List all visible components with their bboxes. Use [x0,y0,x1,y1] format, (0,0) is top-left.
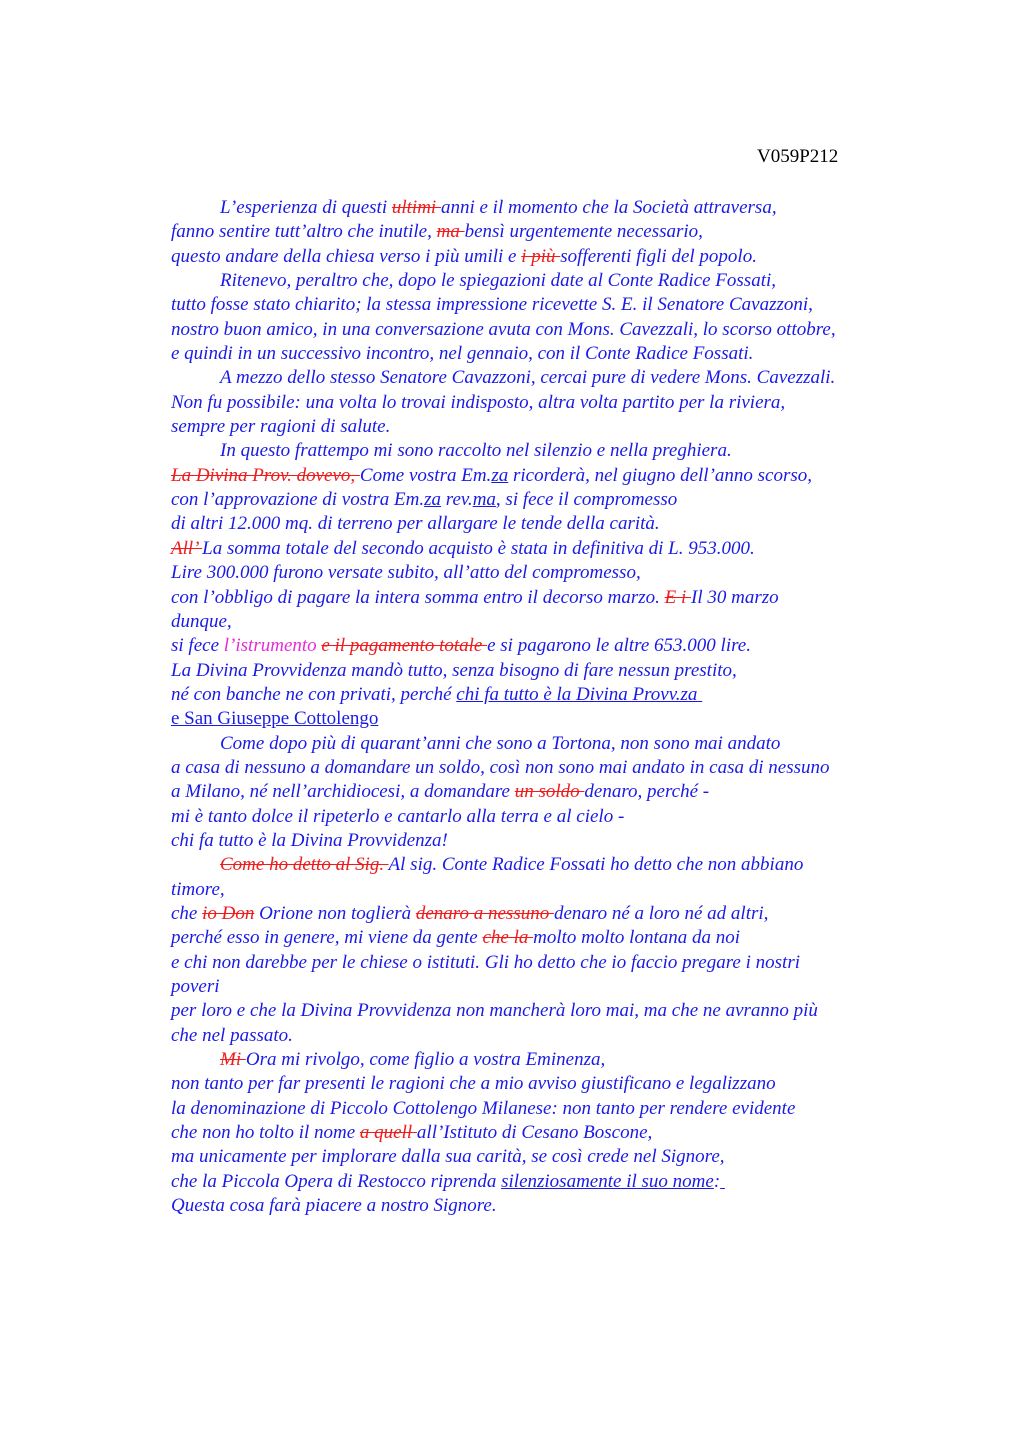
text-segment: Ritenevo, peraltro che, dopo le spiegazioni date al Conte Radice Fossati, [220,270,777,292]
text-segment: rev. [441,489,473,511]
text-segment: tutto fosse stato chiarito; la stessa impressione ricevette S. E. il Senatore Cavazzoni, [171,294,813,316]
text-segment: all’Istituto di Cesano Boscone, [416,1122,653,1144]
text-segment: In questo frattempo mi sono raccolto nel silenzio e nella preghiera. [220,440,732,462]
underlined-text [720,1171,725,1192]
text-line [171,951,911,975]
text-line [171,732,911,756]
deleted-text: a quell [359,1122,417,1144]
text-line [171,196,911,220]
text-segment: Orione non toglierà [254,902,416,924]
text-line [171,1072,911,1096]
text-segment: la denominazione di Piccolo Cottolengo Milanese: non tanto per rendere evidente [171,1097,796,1119]
text-line [171,926,911,950]
deleted-text: denaro a nessuno [415,902,554,924]
text-segment: sofferenti figli del popolo. [560,245,757,267]
text-segment: Ora mi rivolgo, come figlio a vostra Eminenza, [245,1049,606,1071]
text-segment: denaro né a loro né ad altri, [553,902,769,924]
text-line [171,756,911,780]
text-segment: che nel passato. [171,1024,293,1046]
text-line [171,999,911,1023]
text-segment: timore, [171,878,225,900]
text-line [171,318,911,342]
text-segment: né con banche ne con privati, perché [171,683,457,705]
text-segment: non tanto per far presenti le ragioni che a mio avviso giustificano e legalizzano [171,1073,776,1095]
text-line [171,707,911,731]
deleted-text: un soldo [514,781,585,803]
text-segment: nostro buon amico, in una conversazione avuta con Mons. Cavezzali, lo scorso ottobre, [171,318,836,340]
text-line [171,1024,911,1048]
text-segment: con l’approvazione di vostra Em. [171,489,425,511]
text-segment: , si fece il compromesso [495,489,678,511]
text-line [171,293,911,317]
text-line [171,1194,911,1218]
text-segment: perché esso in genere, mi viene da gente [171,927,483,949]
text-segment: di altri 12.000 mq. di terreno per allargare le tende della carità. [171,513,660,535]
text-line [171,342,911,366]
text-segment: Non fu possibile: una volta lo trovai indisposto, altra volta partito per la riviera, [171,391,786,413]
text-segment: Questa cosa farà piacere a nostro Signore. [171,1195,497,1217]
text-segment: sempre per ragioni di salute. [171,416,391,438]
text-line [171,269,911,293]
text-line [171,1121,911,1145]
text-line [171,1048,911,1072]
deleted-text: i più [521,245,561,267]
text-segment: ma unicamente per implorare dalla sua carità, se così crede nel Signore, [171,1146,725,1168]
text-line [171,1145,911,1169]
text-line [171,245,911,269]
text-line [171,439,911,463]
text-segment: : [713,1170,721,1192]
text-segment: questo andare della chiesa verso i più umili e [171,245,522,267]
text-segment: fanno sentire tutt’altro che inutile, [171,221,437,243]
text-segment: dunque, [171,610,232,632]
deleted-text: La Divina Prov. dovevo, [171,464,360,486]
text-segment: Al sig. Conte Radice Fossati ho detto che non abbiano [388,854,804,876]
page-identifier: V059P212 [757,146,839,167]
text-line [171,488,911,512]
text-line [171,610,911,634]
text-line [171,853,911,877]
text-segment: Lire 300.000 furono versate subito, all’atto del compromesso, [171,562,641,584]
text-segment: a Milano, né nell’archidiocesi, a domandare [171,781,515,803]
text-segment: bensì urgentemente necessario, [464,221,703,243]
text-segment: e si pagarono le altre 653.000 lire. [487,635,751,657]
underlined-text: silenziosamente il suo nome [501,1170,714,1192]
deleted-text: ultimi [391,197,441,218]
text-segment: poveri [171,976,220,997]
text-line [171,537,911,561]
text-segment: chi fa tutto è la Divina Provvidenza! [171,829,448,851]
deleted-text: che la [482,927,534,949]
text-line [171,634,911,658]
text-line [171,683,911,707]
text-segment: a casa di nessuno a domandare un soldo, così non sono mai andato in casa di nessuno [171,756,830,778]
text-line [171,391,911,415]
deleted-text: All’ [171,537,203,559]
text-segment: e chi non darebbe per le chiese o istituti. Gli ho detto che io faccio pregare i nostri [171,951,800,973]
text-line [171,1097,911,1121]
text-line [171,586,911,610]
text-segment: molto molto lontana da noi [533,927,741,949]
text-segment: mi è tanto dolce il ripeterlo e cantarlo alla terra e al cielo - [171,805,625,827]
text-line [171,220,911,244]
text-line [171,805,911,829]
text-segment: si fece [171,635,224,657]
letter-body [171,196,911,1218]
text-segment: Come dopo più di quarant’anni che sono a Tortona, non sono mai andato [220,732,781,754]
text-line [171,366,911,390]
text-line [171,561,911,585]
text-line [171,975,911,999]
text-line [171,512,911,536]
text-line [171,1170,911,1194]
text-segment: A mezzo dello stesso Senatore Cavazzoni, cercai pure di vedere Mons. Cavezzali. [220,367,836,389]
text-line [171,780,911,804]
text-line [171,878,911,902]
underlined-text: ma [472,489,496,511]
text-segment: ricorderà, nel giugno dell’anno scorso, [508,464,813,486]
underlined-text: e San Giuseppe Cottolengo [171,708,379,730]
text-segment: che [171,902,203,924]
deleted-text: E i [664,586,692,608]
text-segment: con l’obbligo di pagare la intera somma entro il decorso marzo. [171,586,665,608]
text-segment: L’esperienza di questi [220,197,392,218]
text-segment: per loro e che la Divina Provvidenza non mancherà loro mai, ma che ne avranno più [171,1000,818,1022]
text-line [171,659,911,683]
text-segment: La somma totale del secondo acquisto è stata in definitiva di L. 953.000. [202,537,755,559]
deleted-text: ma [436,221,465,243]
text-segment: La Divina Provvidenza mandò tutto, senza bisogno di fare nessun prestito, [171,659,737,681]
deleted-text: e il pagamento totale [321,635,488,657]
deleted-text: io Don [202,902,255,924]
underlined-text: za [491,464,509,486]
text-line [171,902,911,926]
text-segment: Come vostra Em. [359,464,492,486]
text-segment: denaro, perché - [584,781,710,803]
deleted-text: Come ho detto al Sig. [220,854,389,876]
text-segment: che la Piccola Opera di Restocco riprenda [171,1170,502,1192]
underlined-text: chi fa tutto è la Divina Provv.za [456,683,703,705]
underlined-text: za [424,489,442,511]
deleted-text: Mi [220,1049,246,1071]
text-line [171,415,911,439]
text-line [171,829,911,853]
text-segment: Il 30 marzo [691,586,779,608]
text-segment: che non ho tolto il nome [171,1122,360,1144]
text-segment: anni e il momento che la Società attraversa, [440,197,777,218]
text-segment: e quindi in un successivo incontro, nel gennaio, con il Conte Radice Fossati. [171,343,754,365]
inserted-text: l’istrumento [223,635,317,657]
text-line [171,464,911,488]
